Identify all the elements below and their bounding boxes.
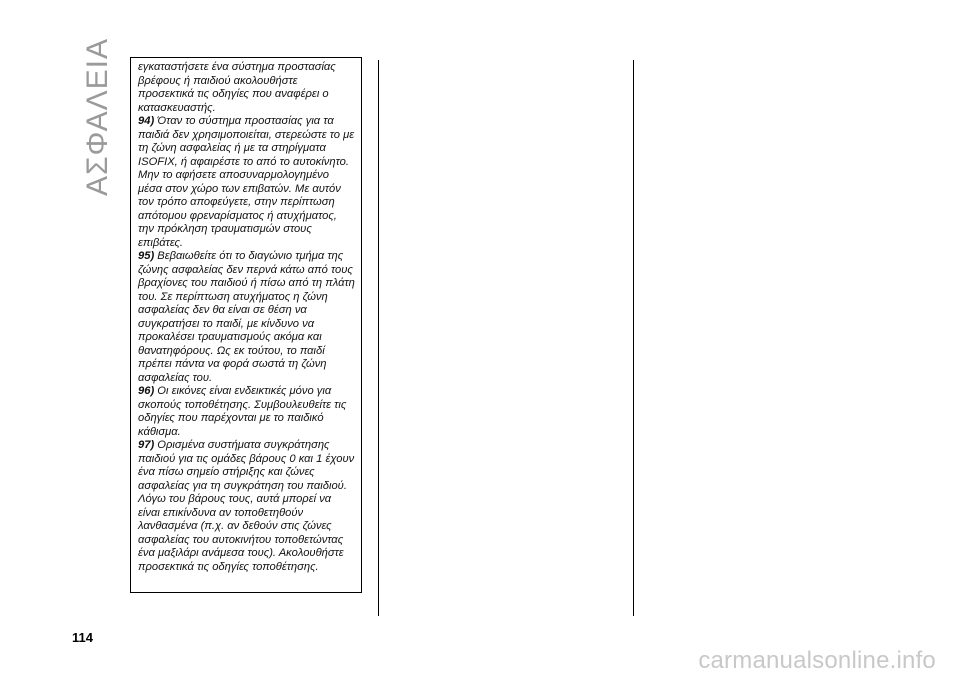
- paragraph-number: 97): [138, 439, 155, 451]
- paragraph-text: εγκαταστήσετε ένα σύστημα προστασίας βρέφους ή παιδιού ακολουθήστε προσεκτικά τις οδηγίες που αναφέρει ο κατασκευαστής.: [138, 61, 336, 114]
- column-divider: [378, 60, 379, 616]
- paragraph-97: [138, 439, 355, 574]
- section-title-text: ΑΣΦΑΛΕΙΑ: [81, 37, 114, 197]
- paragraph-continuation: [138, 61, 355, 115]
- paragraph-text: Όταν το σύστημα προστασίας για τα παιδιά δεν χρησιμοποιείται, στερεώστε το με τη ζώνη ασφαλείας ή με τα στηρίγματα ISOFIX, ή αφαιρέστε το από το αυτοκίνητο. Μην το αφήσετε αποσυναρμολογημένο μέσα στον χώρο των επιβατών. Με αυτόν τον τρόπο αποφεύγετε, στην περίπτωση απότομου φρεναρίσματος ή ατυχήματος, την πρόκληση τραυματισμών στους επιβάτες.: [138, 115, 355, 249]
- paragraph-text: Βεβαιωθείτε ότι το διαγώνιο τμήμα της ζώνης ασφαλείας δεν περνά κάτω από τους βραχίονες του παιδιού ή πίσω από τη πλάτη του. Σε περίπτωση ατυχήματος η ζώνη ασφαλείας δεν θα είναι σε θέση να συγκρατήσει το παιδί, με κίνδυνο να προκαλέσει τραυματισμούς ακόμα και θανατηφόρους. Ως εκ τούτου, το παιδί πρέπει πάντα να φορά σωστά τη ζώνη ασφαλείας του.: [138, 250, 355, 384]
- paragraph-number: 96): [138, 385, 155, 397]
- paragraph-number: 94): [138, 115, 155, 127]
- warnings-text-box: [130, 57, 362, 593]
- paragraph-text: Ορισμένα συστήματα συγκράτησης παιδιού για τις ομάδες βάρους 0 και 1 έχουν ένα πίσω σημείο στήριξης και ζώνες ασφαλείας για τη συγκράτηση του παιδιού. Λόγω του βάρους τους, αυτά μπορεί να είναι επικίνδυνα αν τοποθετηθούν λανθασμένα (π.χ. αν δεθούν στις ζώνες ασφαλείας του αυτοκινήτου τοποθετώντας ένα μαξιλάρι ανάμεσα τους). Ακολουθήστε προσεκτικά τις οδηγίες τοποθέτησης.: [138, 439, 355, 573]
- paragraph-94: [138, 115, 355, 250]
- section-title: [78, 37, 118, 197]
- column-divider: [633, 60, 634, 616]
- paragraph-text: Οι εικόνες είναι ενδεικτικές μόνο για σκοπούς τοποθέτησης. Συμβουλευθείτε τις οδηγίες που παρέχονται με το παιδικό κάθισμα.: [138, 385, 347, 438]
- watermark: carmanualsonline.info: [698, 647, 936, 674]
- paragraph-96: [138, 385, 355, 439]
- paragraph-number: 95): [138, 250, 155, 262]
- page-number: 114: [72, 630, 93, 645]
- paragraph-95: [138, 250, 355, 385]
